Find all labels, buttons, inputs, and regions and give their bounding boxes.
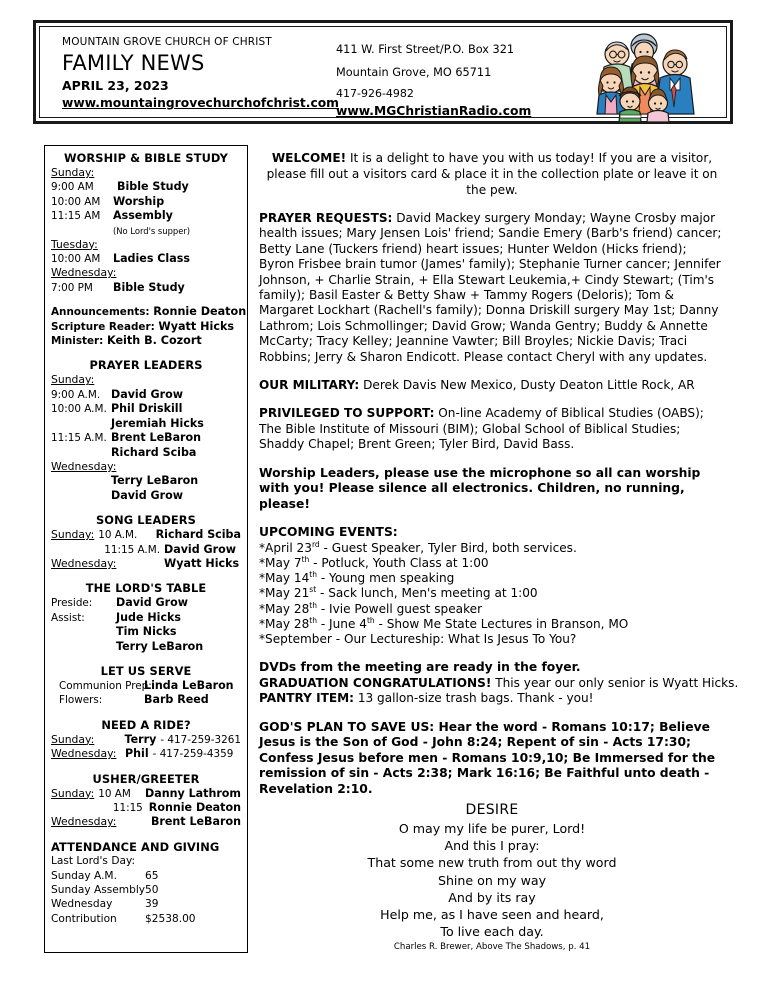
usher-greeter-time: 10 AM [98, 787, 131, 800]
event-item [259, 541, 725, 556]
poem-line: To live each day. [440, 924, 544, 940]
graduation-text: This year our only senior is Wyatt Hicks. [491, 675, 739, 690]
poem-line: Shine on my way [437, 872, 547, 888]
military-block [259, 378, 725, 393]
lords-table-label [51, 625, 116, 639]
prayer-leader-row [51, 417, 241, 431]
gods-plan-block: GOD'S PLAN TO SAVE US: Hear the word - Romans 10:17; Believe Jesus is the Son of God - John 8:24; Repent of sin - Acts 17:30; Confess Jesus before men - Romans 10:9,10; Be Immersed for the remission of sin - Acts 2:38; Mark 16:16; Be Faithful unto death - Revelation 2:10. [259, 719, 716, 796]
worship-row [51, 252, 241, 266]
event-item [259, 586, 725, 601]
flowers-name: Barb Reed [144, 693, 209, 707]
event-text: - Our Lectureship: What Is Jesus To You? [331, 632, 577, 647]
masthead-contact-block [336, 38, 546, 119]
address-line-2: Mountain Grove, MO 65711 [336, 66, 492, 79]
prayer-leaders-day-wednesday: Wednesday: [51, 459, 117, 473]
support-block [259, 406, 725, 452]
lords-table-name: Tim Nicks [116, 625, 177, 639]
need-a-ride-row [51, 733, 241, 747]
attendance-row [51, 869, 241, 883]
worship-time: 11:15 AM [51, 210, 101, 223]
let-us-serve-row [51, 679, 241, 693]
event-item [259, 617, 725, 632]
usher-greeter-row [51, 815, 241, 829]
usher-greeter-day: Sunday: [51, 786, 95, 800]
usher-greeter-day: Wednesday: [51, 815, 117, 829]
event-date: *May 14 [259, 571, 310, 586]
need-a-ride-row [51, 747, 241, 761]
worship-service-name: Bible Study [117, 180, 189, 194]
prayer-requests-block [259, 211, 725, 365]
event-date-suffix: th [309, 570, 317, 580]
address-line-1: 411 W. First Street/P.O. Box 321 [336, 43, 515, 56]
worship-day-sunday: Sunday: [51, 166, 95, 179]
poem-line: Help me, as I have seen and heard, [380, 907, 604, 923]
poem-credit: Charles R. Brewer, Above The Shadows, p. 41 [393, 942, 591, 953]
event-date: *May 21 [259, 586, 310, 601]
usher-greeter-name: Danny Lathrom [145, 786, 241, 800]
prayer-leader-row [51, 388, 241, 402]
church-website-link[interactable]: www.mountaingrovechurchofchrist.com [62, 96, 339, 110]
lords-table-row [51, 596, 241, 610]
worship-time: 10:00 AM [51, 195, 101, 208]
attendance-row [51, 883, 241, 897]
masthead [33, 20, 733, 124]
poem-line: And this I pray: [444, 838, 540, 854]
worship-row [51, 281, 241, 295]
attendance-row [51, 912, 241, 926]
main-content [259, 150, 739, 810]
event-date: *May 28 [259, 601, 310, 616]
prayer-requests-label: PRAYER REQUESTS: [259, 211, 393, 225]
family-portrait-clipart [582, 30, 712, 122]
attendance-label: Sunday A.M. [51, 869, 117, 882]
lords-table-row [51, 611, 241, 625]
usher-greeter-row [51, 801, 241, 815]
masthead-left-block [62, 35, 339, 111]
scripture-reader-label: Scripture Reader: [51, 320, 155, 333]
lords-table-label: Preside: [51, 597, 93, 610]
church-name: MOUNTAIN GROVE CHURCH OF CHRIST [62, 36, 272, 48]
event-text: - June 4 [317, 616, 367, 631]
event-date-suffix: rd [311, 539, 320, 549]
worship-service-name: Assembly [113, 209, 173, 223]
event-date-suffix: th [309, 600, 317, 610]
prayer-leader-time: 9:00 A.M. [51, 388, 101, 401]
poem-block [259, 800, 725, 954]
radio-website-link[interactable]: www.MGChristianRadio.com [336, 104, 532, 118]
prayer-leader-time [51, 474, 111, 488]
pantry-text: 13 gallon-size trash bags. Thank - you! [353, 691, 594, 706]
announcements-label: Announcements: [51, 306, 150, 319]
worship-row [51, 180, 241, 194]
prayer-leader-name: Phil Driskill [111, 402, 183, 416]
prayer-leader-time [51, 417, 111, 431]
prayer-leader-name: Richard Sciba [111, 445, 197, 459]
prayer-leaders-day-sunday: Sunday: [51, 373, 95, 387]
usher-greeter-time: 11:15 [112, 802, 143, 814]
event-item [259, 556, 725, 571]
lords-table-name: Terry LeBaron [116, 639, 204, 653]
worship-service-name: Worship [113, 194, 165, 208]
usher-greeter-heading: USHER/GREETER [92, 771, 200, 786]
pantry-label: PANTRY ITEM: [259, 691, 354, 706]
let-us-serve-row [51, 693, 241, 707]
event-text: - Sack lunch, Men's meeting at 1:00 [316, 586, 538, 601]
prayer-leader-row [51, 402, 241, 416]
song-leader-row [51, 528, 241, 542]
usher-greeter-name: Ronnie Deaton [148, 801, 241, 814]
worship-heading: WORSHIP & BIBLE STUDY [63, 151, 228, 165]
event-text: - Potluck, Youth Class at 1:00 [309, 556, 489, 571]
song-leader-day: Sunday: [51, 528, 95, 542]
minister-label: Minister: [51, 335, 104, 348]
attendance-label: Contribution [51, 912, 117, 925]
lords-table-name: Jude Hicks [116, 610, 181, 624]
upcoming-events-block [259, 525, 725, 647]
prayer-leader-time: 10:00 A.M. [51, 403, 107, 416]
worship-time: 7:00 PM [51, 281, 93, 294]
prayer-leader-name: Terry LeBaron [111, 474, 199, 488]
prayer-leader-row [51, 474, 241, 488]
lords-table-heading: THE LORD'S TABLE [85, 581, 207, 596]
attendance-subheading: Last Lord's Day: [51, 855, 136, 868]
notices-block [259, 660, 739, 706]
worship-service-name: Ladies Class [113, 252, 190, 266]
prayer-leader-name: David Grow [111, 488, 183, 502]
issue-date: APRIL 23, 2023 [62, 78, 169, 93]
event-date: *May 7 [259, 556, 302, 571]
event-date: *May 28 [259, 616, 310, 631]
welcome-label: WELCOME! [271, 151, 347, 165]
flowers-label: Flowers: [59, 694, 103, 707]
worship-row [51, 195, 241, 209]
masthead-inner-border [39, 26, 727, 118]
support-text: On-line Academy of Biblical Studies (OABS); The Bible Institute of Missouri (BIM); Global School of Biblical Studies; Shaddy Chapel; Brent Green; Tyler Bird, David Bass. [259, 406, 704, 452]
attendance-value: $2538.00 [145, 912, 196, 925]
event-item [259, 632, 725, 647]
lords-table-row [51, 640, 241, 654]
need-a-ride-name: Phil [125, 747, 149, 761]
worship-time: 10:00 AM [51, 253, 101, 266]
poem-line: That some new truth from out thy word [367, 855, 617, 871]
lords-table-row [51, 625, 241, 639]
attendance-value: 65 [145, 869, 159, 882]
event-date-suffix: st [309, 585, 317, 595]
need-a-ride-phone: - 417-259-3261 [160, 733, 241, 746]
scripture-reader-name: Wyatt Hicks [158, 319, 235, 333]
usher-greeter-row [51, 787, 241, 801]
worship-note: (No Lord's supper) [113, 225, 191, 236]
graduation-label: GRADUATION CONGRATULATIONS! [259, 675, 492, 690]
communion-prep-label: Communion Prep: [59, 679, 152, 692]
upcoming-events-heading: UPCOMING EVENTS: [259, 525, 398, 540]
dvds-notice: DVDs from the meeting are ready in the foyer. [259, 660, 581, 675]
worship-notice: Worship Leaders, please use the microphone so all can worship with you! Please silence all electronics. Children, no running, please! [259, 465, 701, 511]
prayer-leader-time [51, 489, 111, 503]
attendance-label: Sunday Assembly [51, 884, 146, 897]
poem-line: And by its ray [448, 889, 536, 905]
event-item [259, 571, 725, 586]
song-leader-time: 10 A.M. [98, 529, 138, 542]
event-text-2: - Show Me State Lectures in Branson, MO [374, 616, 629, 631]
event-date-suffix-2: th [366, 615, 375, 625]
prayer-leader-time: 11:15 A.M. [51, 432, 107, 445]
song-leader-row [51, 543, 241, 557]
announcements-name: Ronnie Deaton [153, 305, 247, 319]
prayer-leader-time [51, 446, 111, 460]
song-leaders-heading: SONG LEADERS [95, 513, 196, 528]
worship-day-wednesday: Wednesday: [51, 266, 117, 280]
prayer-leader-row [51, 489, 241, 503]
need-a-ride-name: Terry [124, 732, 157, 746]
let-us-serve-heading: LET US SERVE [100, 663, 192, 678]
welcome-text: It is a delight to have you with us today! If you are a visitor, please fill out a visitors card & place it in the collection plate or leave it on the pew. [266, 151, 718, 197]
scripture-reader-row [51, 320, 241, 334]
lords-table-label [51, 640, 116, 654]
song-leader-name: Wyatt Hicks [164, 556, 240, 570]
phone-number: 417-926-4982 [336, 87, 414, 100]
attendance-value: 39 [145, 898, 159, 911]
lords-table-name: David Grow [116, 596, 188, 610]
song-leader-name: David Grow [164, 542, 236, 556]
lords-table-label: Assist: [51, 611, 85, 624]
song-leader-day: Wednesday: [51, 556, 117, 570]
prayer-leader-row [51, 431, 241, 445]
support-label: PRIVILEGED TO SUPPORT: [259, 406, 435, 421]
song-leader-row [51, 557, 241, 571]
event-text: - Young men speaking [317, 571, 455, 586]
sidebar-panel [44, 145, 248, 953]
event-date: *April 23 [259, 540, 312, 555]
song-leader-name: Richard Sciba [155, 528, 241, 542]
poem-line: O may my life be purer, Lord! [398, 821, 586, 836]
usher-greeter-name: Brent LeBaron [150, 815, 241, 829]
need-a-ride-day: Sunday: [51, 732, 95, 746]
minister-row [51, 334, 241, 348]
minister-name: Keith B. Cozort [106, 334, 202, 348]
attendance-value: 50 [145, 884, 159, 897]
prayer-leaders-heading: PRAYER LEADERS [89, 358, 203, 373]
event-text: - Guest Speaker, Tyler Bird, both services. [319, 540, 577, 555]
prayer-leader-row [51, 446, 241, 460]
poem-title: DESIRE [465, 802, 519, 818]
worship-row [51, 209, 241, 223]
military-text: Derek Davis New Mexico, Dusty Deaton Little Rock, AR [359, 378, 695, 393]
prayer-leader-name: David Grow [111, 387, 183, 401]
pantry-notice [259, 691, 725, 706]
need-a-ride-day: Wednesday: [51, 747, 117, 761]
graduation-notice [259, 675, 739, 691]
announcements-row [51, 305, 247, 319]
event-date-suffix: th [301, 555, 310, 565]
prayer-leader-name: Jeremiah Hicks [111, 416, 204, 430]
event-item [259, 602, 725, 617]
welcome-block [259, 150, 725, 198]
prayer-leader-name: Brent LeBaron [111, 431, 202, 445]
attendance-heading: ATTENDANCE AND GIVING [51, 839, 220, 854]
song-leader-time: 11:15 A.M. [104, 543, 160, 556]
military-label: OUR MILITARY: [259, 378, 360, 393]
need-a-ride-phone: - 417-259-4359 [152, 748, 234, 761]
event-date: *September [259, 632, 332, 647]
need-a-ride-heading: NEED A RIDE? [101, 717, 191, 732]
worship-service-name: Bible Study [113, 280, 185, 294]
attendance-row [51, 897, 241, 911]
worship-time: 9:00 AM [51, 181, 94, 194]
attendance-label: Wednesday [51, 898, 113, 911]
communion-prep-name: Linda LeBaron [144, 678, 234, 692]
event-date-suffix: th [309, 615, 317, 625]
prayer-requests-text: David Mackey surgery Monday; Wayne Crosby major health issues; Mary Jensen Lois' friend; Sandie Emery (Barb's friend) cancer; Betty Lane (Tuckers friend) heart issues; Hunter Weldon (Hicks friend); Byron Frisbee brain tumor (James' family); Stephanie Turner cancer; Jennifer Johnson, + Charlie Strain, + Ella Stewart Leukemia,+ Cindy Stewart; (Tim's family); Basil Easter & Betty Shaw + Tammy Rogers (Deloris); Tom & Margaret Lockhart (Rachell's family); Donna Driskill surgery May 1st; Danny Lathrom; Lois Schmollinger; David Grow; Wanda Gentry; Buddy & Annette McCarty; Tracy Kelley; Jeannine Vawter; Bill Broyles; Nickie Davis; Traci Robbins; Jerry & Sharon Endicott. Please contact Cheryl with any updates. [259, 211, 722, 364]
page-title: FAMILY NEWS [62, 51, 205, 75]
worship-day-tuesday: Tuesday: [51, 237, 98, 251]
event-text: - Ivie Powell guest speaker [317, 601, 483, 616]
